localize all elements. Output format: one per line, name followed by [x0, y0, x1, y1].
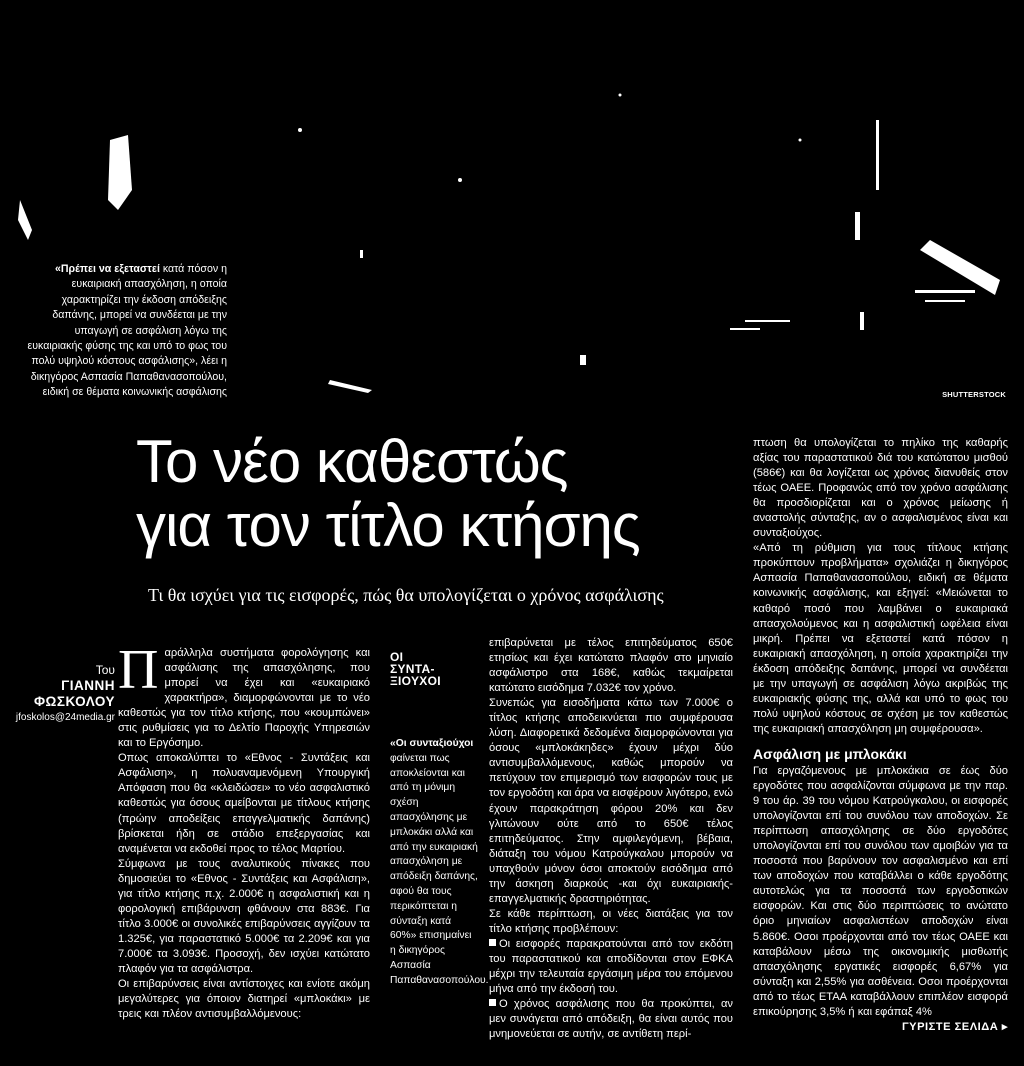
- bullet-item: [489, 997, 733, 1042]
- paragraph: Οι επιβαρύνσεις είναι αντίστοιχες και ενίοτε ακόμη μεγαλύτερες για όποιον διατηρεί «μπλοκάκι» με τρεις και πλέον αντισυμβαλλόμενους:: [118, 978, 370, 1021]
- paragraph: επιβαρύνεται με τέλος επιτηδεύματος 650€ ετησίως και έχει κατώτατο πλαφόν στο μηνιαίο ασφάλιστρο στα 168€, καθώς τεκμαίρεται κατώτατο εισόδημα 7.032€ τον χρόνο.: [489, 637, 733, 695]
- article-column-3: [489, 636, 733, 1042]
- byline: [5, 662, 115, 726]
- drop-cap: Π: [118, 639, 159, 701]
- bullet-text: Ο χρόνος ασφάλισης που θα προκύπτει, αν μεν συνάγεται από απόδειξη, θα είναι αυτός που μνημονεύεται σε αυτήν, σε αντίθετη περί-: [489, 998, 733, 1041]
- section-heading: Ασφάλιση με μπλοκάκι: [753, 745, 907, 762]
- headline-line-1: Το νέο καθεστώς: [136, 428, 568, 495]
- paragraph: Σύμφωνα με τους αναλυτικούς πίνακες που δημοσιεύει το «Εθνος - Συντάξεις και Ασφάλιση», για τίτλο κτήσης π.χ. 2.000€ η ασφαλιστική και η φορολογική επιβάρυνση φθάνουν στα 883€. Για τίτλο 3.000€ οι συνολικές επιβαρύνσεις αγγίζουν τα 1.325€, για παραστατικό 5.000€ τα 2.209€ και για 7.000€ τα 3.093€. Προσοχή, δεν ισχύει κατώτατο πλαφόν για τα ασφάλιστρα.: [118, 857, 370, 975]
- pull-quote-lead: «Πρέπει να εξεταστεί: [54, 263, 160, 275]
- headline: [136, 430, 736, 558]
- sidebar-lead: «Οι συνταξιούχοι: [390, 738, 474, 749]
- pull-quote: [22, 262, 227, 401]
- headline-line-2: για τον τίτλο κτήσης: [136, 492, 640, 559]
- paragraph: Συνεπώς για εισοδήματα κάτω των 7.000€ ο τίτλος κτήσης αποδεικνύεται πιο συμφέρουσα λύση. Διαφορετικά δεδομένα διαμορφώνονται για όσους «μπλοκάκηδες» έχουν μέχρι δύο αντισυμβαλλόμενους, καθώς μπορούν να πετύχουν τον επιμερισμό των εισφορών τους με τον εργοδότη και άρα να εισφέρουν λιγότερο, ενώ έχουν παρακράτηση φόρου 20% και δεν γλιτώνουν ούτε από το 650€ τέλος επιτηδεύματος. Στην αμφιλεγόμενη, βέβαια, διάταξη του νόμου Κατρούγκαλου μπορούν να υπαχθούν μόνον όσοι αποκτούν εισόδημα από την άσκηση διαρκούς -και όχι ευκαιριακής- επαγγελματικής δραστηριότητας.: [489, 697, 733, 905]
- paragraph: «Από τη ρύθμιση για τους τίτλους κτήσης προκύπτουν προβλήματα» σχολιάζει η δικηγόρος Ασπασία Παπαθανασοπούλου, ειδική σε θέματα κοινωνικής ασφάλισης, και εξηγεί: «Μειώνεται το καθαρό ποσό που λαμβάνει ο ευκαιριακά απασχολούμενος και η ασφαλιστική ωφέλεια είναι μικρή. Πρέπει να εξεταστεί κατά πόσον η ευκαιριακή απασχόληση, η οποία χαρακτηρίζει την έκδοση απόδειξης δαπάνης, μπορεί να συνδέεται με την υπαγωγή σε ασφάλιση λόγω ακριβώς της ευκαιριακής φύσης της, αλλά και υπό το φως του πολύ υψηλού κόστους σε σχέση με τον καθεστώς της ευκαιριακή απασχόληση μη συμφέρουσα».: [753, 542, 1008, 735]
- author-first-name: ΓΙΑΝΝΗ: [61, 678, 115, 693]
- bullet-item: [489, 937, 733, 997]
- paragraph: αράλληλα συστήματα φορολόγησης και ασφάλισης της απασχόλησης, που μπορεί να έχει και «ευκαιριακό χαρακτήρα», διαμορφώνονται με το νέο καθεστώς για τον τίτλο κτήσης, που «κουμπώνει» στις ρυθμίσεις για το Δελτίο Παροχής Υπηρεσιών και το Εργόσημο.: [118, 647, 370, 750]
- paragraph: Σε κάθε περίπτωση, οι νέες διατάξεις για τον τίτλο κτήσης προβλέπουν:: [489, 907, 733, 935]
- continue-link[interactable]: ΓΥΡΙΣΤΕ ΣΕΛΙΔΑ ▸: [901, 1020, 1008, 1033]
- paragraph: Για εργαζόμενους με μπλοκάκια σε έως δύο εργοδότες που ασφαλίζονται σύμφωνα με την παρ. 9 του άρ. 39 του νόμου Κατρούγκαλου, οι εισφορές υπολογίζονται επί του συνόλου των αποδοχών. Σε περίπτωση απασχόλησης σε δύο εργοδότες υπολογίζονται επί του συνόλου των αμοιβών για τα ποσοστά που βαρύνουν τον ασφαλισμένο και επί των αποδοχών που καταβάλλει ο κάθε εργοδότης αυτοτελώς για τα ποσοστά των εργοδοτικών εισφορών. Και στις δύο περιπτώσεις το ανώτατο όριο μηνιαίων ασφαλιστέων αποδοχών είναι 5.860€. Οσοι προέρχονται από τον τέως ΟΑΕΕ και καταβάλουν μέσω της οικονομικής μισθωτής απασχόλησης εργατικές εισφορές 6,67% για σύνταξη και 2,55% για ασθένεια. Οσοι προέρχονται από το τέως ΕΤΑΑ καταβάλλουν επιπλέον εισφορά επικούρησης 3,5% ή και εφάπαξ 4%: [753, 764, 1008, 1018]
- subheadline: Τι θα ισχύει για τις εισφορές, πώς θα υπολογίζεται ο χρόνος ασφάλισης: [148, 585, 664, 605]
- author-last-name: ΦΩΣΚΟΛΟΥ: [33, 694, 115, 709]
- article-column-1: [118, 639, 370, 1022]
- paragraph: πτωση θα υπολογίζεται το πηλίκο της καθαρής αξίας του παραστατικού διά του κατώτατου μισθού (586€) και θα λογίζεται ως χρόνος διανυθείς στον τέως ΟΑΕΕ. Προφανώς από τον χρόνο ασφάλισης θα προσδιορίζεται και ο χρόνος μείωσης ή αναστολής σύνταξης, αν ο ασφαλισμένος είναι και συνταξιούχος.: [753, 437, 1008, 540]
- bullet-text: Οι εισφορές παρακρατούνται από τον εκδότη του παραστατικού και αποδίδονται στον ΕΦΚΑ μέχρι την τελευταία εργάσιμη μέρα του επόμενου μήνα από την έκδοσή του.: [489, 937, 733, 996]
- sidebar-column: [390, 650, 489, 989]
- author-email: jfoskolos@24media.gr: [15, 712, 115, 723]
- sidebar-text: [390, 737, 489, 989]
- bullet-square-icon: [489, 999, 496, 1006]
- article-column-4: [753, 436, 1008, 1035]
- sidebar-label-line: ΞΙΟΥΧΟΙ: [390, 674, 441, 688]
- pull-quote-text: κατά πόσον η ευκαιριακή απασχόληση, η οποία χαρακτηρίζει την έκδοση απόδειξης δαπάνης, μπορεί να συνδέεται με την υπαγωγή σε ασφάλιση λόγω της ευκαιριακής φύσης της και υπό το φως του πολύ υψηλού κόστους ασφάλισης», λέει η δικηγόρος Ασπασία Παπαθανασοπούλου, ειδική σε θέματα κοινωνικής ασφάλισης: [27, 263, 227, 399]
- sidebar-label: [390, 651, 480, 687]
- paragraph: Οπως αποκαλύπτει το «Εθνος - Συντάξεις και Ασφάλιση», η πολυαναμενόμενη Υπουργική Απόφαση που θα «κλειδώσει» το νέο ασφαλιστικό καθεστώς για όσους αμείβονται με τίτλους κτήσης (πρώην αποδείξεις επαγγελματικής δαπάνης) βρίσκεται ήδη σε στάδιο επεξεργασίας και αναμένεται να εκδοθεί προς το τέλος Μαρτίου.: [118, 752, 370, 855]
- bullet-square-icon: [489, 939, 496, 946]
- sidebar-label-line: ΟΙ: [390, 650, 404, 664]
- sidebar-body: φαίνεται πως αποκλείονται και από τη μόνιμη σχέση απασχόλησης με μπλοκάκι αλλά και από την ευκαιριακή απασχόληση με απόδειξη δαπάνης, αφού θα τους περικόπτεται η σύνταξη κατά 60%» επισημαίνει η δικηγόρος Ασπασία Παπαθανασοπούλου.: [390, 752, 489, 986]
- photo-credit: SHUTTERSTOCK: [942, 390, 1006, 399]
- sidebar-label-line: ΣΥΝΤΑ-: [390, 662, 435, 676]
- byline-prefix: Του: [95, 663, 115, 677]
